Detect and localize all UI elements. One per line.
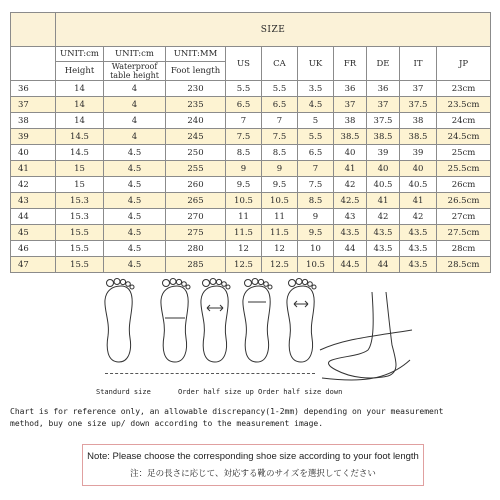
cell-ca: 10.5 (262, 193, 298, 209)
cell-fr: 38 (334, 113, 367, 129)
cell-de: 36 (367, 81, 400, 97)
cell-foot: 260 (166, 177, 226, 193)
cell-jp: 26cm (437, 177, 491, 193)
cell-us: 9.5 (226, 177, 262, 193)
cell-us: 7 (226, 113, 262, 129)
cell-jp: 26.5cm (437, 193, 491, 209)
foot-half-up-1-icon (157, 278, 193, 364)
corner-cell (11, 13, 56, 47)
cell-uk: 7.5 (298, 177, 334, 193)
col-us: US (226, 47, 262, 81)
cell-foot: 275 (166, 225, 226, 241)
cell-us: 9 (226, 161, 262, 177)
cell-foot: 280 (166, 241, 226, 257)
cell-uk: 6.5 (298, 145, 334, 161)
cell-foot: 230 (166, 81, 226, 97)
cell-uk: 5 (298, 113, 334, 129)
cell-ca: 9.5 (262, 177, 298, 193)
cell-it: 42 (400, 209, 437, 225)
cell-uk: 5.5 (298, 129, 334, 145)
cell-ca: 7 (262, 113, 298, 129)
cell-ca: 8.5 (262, 145, 298, 161)
caption-half-up: Order half size up (178, 388, 254, 396)
cell-uk: 4.5 (298, 97, 334, 113)
cell-size: 40 (11, 145, 56, 161)
cell-table: 4.5 (104, 193, 166, 209)
col-foot-length: Foot length (166, 62, 226, 81)
col-uk: UK (298, 47, 334, 81)
cell-uk: 9 (298, 209, 334, 225)
cell-uk: 10 (298, 241, 334, 257)
cell-uk: 10.5 (298, 257, 334, 273)
cell-ca: 11.5 (262, 225, 298, 241)
cell-de: 40 (367, 161, 400, 177)
cell-size: 42 (11, 177, 56, 193)
side-foot-measure-icon (316, 290, 416, 382)
cell-us: 6.5 (226, 97, 262, 113)
cell-uk: 7 (298, 161, 334, 177)
cell-size: 44 (11, 209, 56, 225)
size-rows (11, 81, 491, 273)
cell-table: 4.5 (104, 257, 166, 273)
foot-half-up-2-icon (197, 278, 233, 364)
cell-height: 15.3 (56, 209, 104, 225)
cell-it: 38 (400, 113, 437, 129)
cell-fr: 36 (334, 81, 367, 97)
cell-size: 39 (11, 129, 56, 145)
cell-it: 43.5 (400, 225, 437, 241)
cell-size: 45 (11, 225, 56, 241)
cell-height: 15.3 (56, 193, 104, 209)
cell-us: 5.5 (226, 81, 262, 97)
cell-ca: 11 (262, 209, 298, 225)
cell-it: 37 (400, 81, 437, 97)
col-table-height (104, 62, 166, 81)
caption-half-down: Order half size down (258, 388, 343, 396)
table-row (11, 177, 491, 193)
cell-it: 43.5 (400, 241, 437, 257)
cell-us: 7.5 (226, 129, 262, 145)
cell-jp: 25.5cm (437, 161, 491, 177)
cell-us: 11 (226, 209, 262, 225)
cell-foot: 240 (166, 113, 226, 129)
table-row (11, 113, 491, 129)
cell-jp: 23.5cm (437, 97, 491, 113)
cell-de: 40.5 (367, 177, 400, 193)
size-header: SIZE (56, 13, 491, 47)
cell-height: 15 (56, 161, 104, 177)
cell-de: 37 (367, 97, 400, 113)
cell-table: 4.5 (104, 225, 166, 241)
cell-size: 43 (11, 193, 56, 209)
col-fr: FR (334, 47, 367, 81)
cell-de: 44 (367, 257, 400, 273)
table-row (11, 97, 491, 113)
cell-size: 47 (11, 257, 56, 273)
cell-fr: 41 (334, 161, 367, 177)
cell-uk: 9.5 (298, 225, 334, 241)
choose-size-japanese: 注：足の長さに応じて、対応する靴のサイズを選択してください (130, 469, 376, 479)
col-height: Height (56, 62, 104, 81)
cell-jp: 24cm (437, 113, 491, 129)
reference-note-line2: method, buy one size up/ down according to the measurement image. (10, 419, 324, 428)
cell-fr: 43 (334, 209, 367, 225)
cell-de: 43.5 (367, 225, 400, 241)
cell-uk: 8.5 (298, 193, 334, 209)
cell-fr: 43.5 (334, 225, 367, 241)
cell-height: 14 (56, 113, 104, 129)
table-row (11, 225, 491, 241)
cell-foot: 245 (166, 129, 226, 145)
cell-foot: 235 (166, 97, 226, 113)
cell-jp: 23cm (437, 81, 491, 97)
cell-us: 11.5 (226, 225, 262, 241)
cell-size: 46 (11, 241, 56, 257)
cell-jp: 27cm (437, 209, 491, 225)
cell-it: 38.5 (400, 129, 437, 145)
cell-table: 4 (104, 129, 166, 145)
cell-jp: 25cm (437, 145, 491, 161)
cell-ca: 12 (262, 241, 298, 257)
cell-us: 12 (226, 241, 262, 257)
cell-foot: 270 (166, 209, 226, 225)
cell-size: 37 (11, 97, 56, 113)
col-table-line1: Waterproof (111, 62, 158, 71)
cell-de: 43.5 (367, 241, 400, 257)
cell-height: 15 (56, 177, 104, 193)
cell-height: 14.5 (56, 145, 104, 161)
cell-fr: 44.5 (334, 257, 367, 273)
cell-table: 4.5 (104, 177, 166, 193)
cell-foot: 285 (166, 257, 226, 273)
cell-it: 41 (400, 193, 437, 209)
cell-uk: 3.5 (298, 81, 334, 97)
cell-jp: 28.5cm (437, 257, 491, 273)
cell-fr: 38.5 (334, 129, 367, 145)
cell-height: 15.5 (56, 225, 104, 241)
col-it: IT (400, 47, 437, 81)
cell-it: 43.5 (400, 257, 437, 273)
cell-table: 4 (104, 97, 166, 113)
table-row (11, 81, 491, 97)
cell-foot: 255 (166, 161, 226, 177)
cell-de: 42 (367, 209, 400, 225)
cell-size: 36 (11, 81, 56, 97)
cell-de: 38.5 (367, 129, 400, 145)
cell-jp: 24.5cm (437, 129, 491, 145)
cell-table: 4.5 (104, 145, 166, 161)
cell-de: 39 (367, 145, 400, 161)
cell-fr: 42 (334, 177, 367, 193)
cell-height: 14.5 (56, 129, 104, 145)
cell-it: 37.5 (400, 97, 437, 113)
size-chart-table (10, 12, 491, 273)
foot-half-down-2-icon (283, 278, 319, 364)
cell-it: 39 (400, 145, 437, 161)
col-jp: JP (437, 47, 491, 81)
unit-foot: UNIT:MM (166, 47, 226, 62)
col-de: DE (367, 47, 400, 81)
cell-us: 8.5 (226, 145, 262, 161)
cell-table: 4.5 (104, 209, 166, 225)
table-row (11, 241, 491, 257)
cell-foot: 265 (166, 193, 226, 209)
choose-size-note-box (82, 444, 424, 486)
cell-de: 37.5 (367, 113, 400, 129)
cell-height: 15.5 (56, 257, 104, 273)
cell-height: 14 (56, 97, 104, 113)
cell-ca: 12.5 (262, 257, 298, 273)
reference-note (10, 406, 492, 430)
cell-table: 4 (104, 81, 166, 97)
cell-table: 4.5 (104, 161, 166, 177)
cell-fr: 40 (334, 145, 367, 161)
foot-half-down-1-icon (239, 278, 275, 364)
cell-ca: 5.5 (262, 81, 298, 97)
cell-it: 40 (400, 161, 437, 177)
cell-fr: 44 (334, 241, 367, 257)
unit-height: UNIT:cm (56, 47, 104, 62)
cell-it: 40.5 (400, 177, 437, 193)
col-table-line2: table height (110, 71, 159, 80)
caption-standard: Standurd size (96, 388, 151, 396)
foot-standard-icon (101, 278, 137, 364)
choose-size-english: Note: Please choose the corresponding shoe size according to your foot length (87, 451, 419, 462)
cell-size: 38 (11, 113, 56, 129)
cell-ca: 7.5 (262, 129, 298, 145)
cell-jp: 28cm (437, 241, 491, 257)
table-row (11, 209, 491, 225)
unit-table: UNIT:cm (104, 47, 166, 62)
cell-jp: 27.5cm (437, 225, 491, 241)
cell-height: 15.5 (56, 241, 104, 257)
cell-size: 41 (11, 161, 56, 177)
table-row (11, 257, 491, 273)
cell-foot: 250 (166, 145, 226, 161)
col-ca: CA (262, 47, 298, 81)
cell-height: 14 (56, 81, 104, 97)
cell-us: 10.5 (226, 193, 262, 209)
cell-table: 4 (104, 113, 166, 129)
table-row (11, 161, 491, 177)
cell-ca: 6.5 (262, 97, 298, 113)
table-row (11, 193, 491, 209)
cell-fr: 37 (334, 97, 367, 113)
table-row (11, 145, 491, 161)
reference-note-line1: Chart is for reference only, an allowable discrepancy(1-2mm) depending on your measurement (10, 407, 444, 416)
cell-de: 41 (367, 193, 400, 209)
blank-header-cell (11, 47, 56, 81)
cell-fr: 42.5 (334, 193, 367, 209)
cell-us: 12.5 (226, 257, 262, 273)
measure-dashed-line (105, 373, 315, 375)
table-row (11, 129, 491, 145)
cell-table: 4.5 (104, 241, 166, 257)
cell-ca: 9 (262, 161, 298, 177)
